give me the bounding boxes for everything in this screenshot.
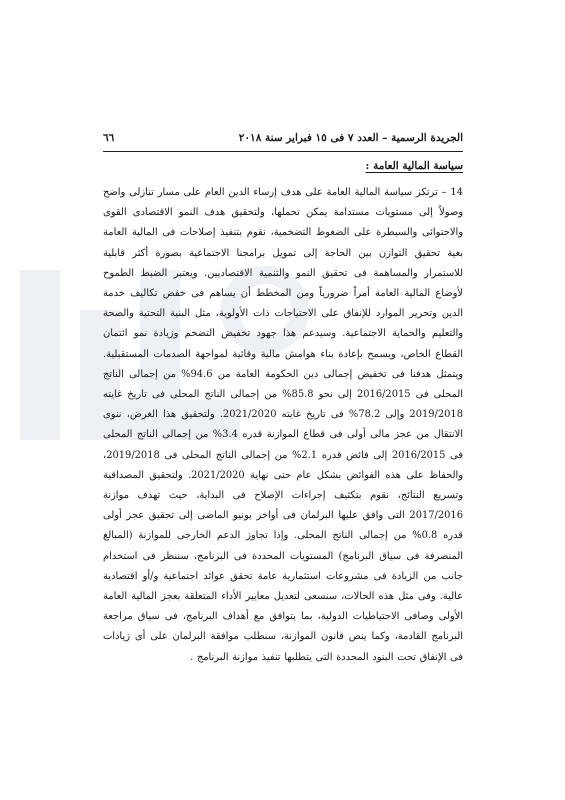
page-number: ٦٦ — [103, 132, 115, 144]
body-paragraph: 14 – ترتكز سياسة المالية العامة على هدف إرساء الدين العام على مسار تنازلى واضح وصولاً إلى مستويات مستدامة يمكن تحملها، ولتحقيق هدف النمو الاقتصادى القوى والاحتوائى والسيطرة على الضغوط التضخمية، نقوم بتنفيذ إصلاحات فى المالية العامة بغية تحقيق التوازن بين الحاجة إلى تمويل برامجنا الاجتماعية بصورة أكثر قابلية للاستمرار والمساهمة فى تحقيق النمو والتنمية الاقتصاديين. ويعتبر الضبط الطموح لأوضاع المالية العامة أمراً ضرورياً ومن المخطط أن يساهم فى خفض تكاليف خدمة الدين وتحرير الموارد للإنفاق على الاحتياجات ذات الأولوية، مثل البنية التحتية والصحة والتعليم والحماية الاجتماعية. وسيدعم هذا جهود تخفيض التضخم وزيادة نمو ائتمان القطاع الخاص، ويسمح بإعادة بناء هوامش مالية وقائية لمواجهة الصدمات المستقبلية. ويتمثل هدفنا فى تخفيض إجمالى دين الحكومة العامة من 94.6% من إجمالى الناتج المحلى فى 2016/2015 إلى نحو 85.8% من إجمالى الناتج المحلى فى تاريخ غايته 2019/2018 وإلى 78.2% فى تاريخ غايته 2021/2020. ولتحقيق هذا الغرض، ننوى الانتقال من عجز مالى أولى فى قطاع الموازنة قدره 3.4% من إجمالى الناتج المحلى فى 2016/2015 إلى فائض قدره 2.1% من إجمالى الناتج المحلى فى 2019/2018، والحفاظ على هذه الفوائض بشكل عام حتى نهاية 2021/2020. ولتحقيق المصداقية وتسريع النتائج، نقوم بتكثيف إجراءات الإصلاح فى البداية، حيث تهدف موازنة 2017/2016 التى وافق عليها البرلمان فى أواخر يونيو الماضى إلى تحقيق عجز أولى قدره 0.8% من إجمالى الناتج المحلى. وإذا تجاوز الدعم الخارجى للموازنة (المبالغ المنصرفة فى سياق البرنامج) المستويات المحددة فى البرنامج، سننظر فى استخدام جانب من الزيادة فى مشروعات استثمارية عامة تحقق عوائد اجتماعية و/أو اقتصادية عالية. وفى مثل هذه الحالات، سنسعى لتعديل معايير الأداء المتعلقة بعجز المالية العامة الأولى وصافى الاحتياطيات الدولية، بما يتوافق مع أهداف البرنامج، فى سياق مراجعة البرنامج القادمة، وكما ينص قانون الموازنة، سنطلب موافقة البرلمان على أى زيادات فى الإنفاق تحت البنود المحددة التى يتطلبها تنفيذ موازنة البرنامج . — [103, 187, 464, 663]
page-header — [103, 130, 463, 146]
section-title: سياسة المالية العامة : — [365, 160, 463, 172]
header-publication: الجريدة الرسمية – العدد ٧ فى ١٥ فبراير سنة ٢٠١٨ — [238, 132, 463, 144]
header-divider — [103, 151, 463, 152]
